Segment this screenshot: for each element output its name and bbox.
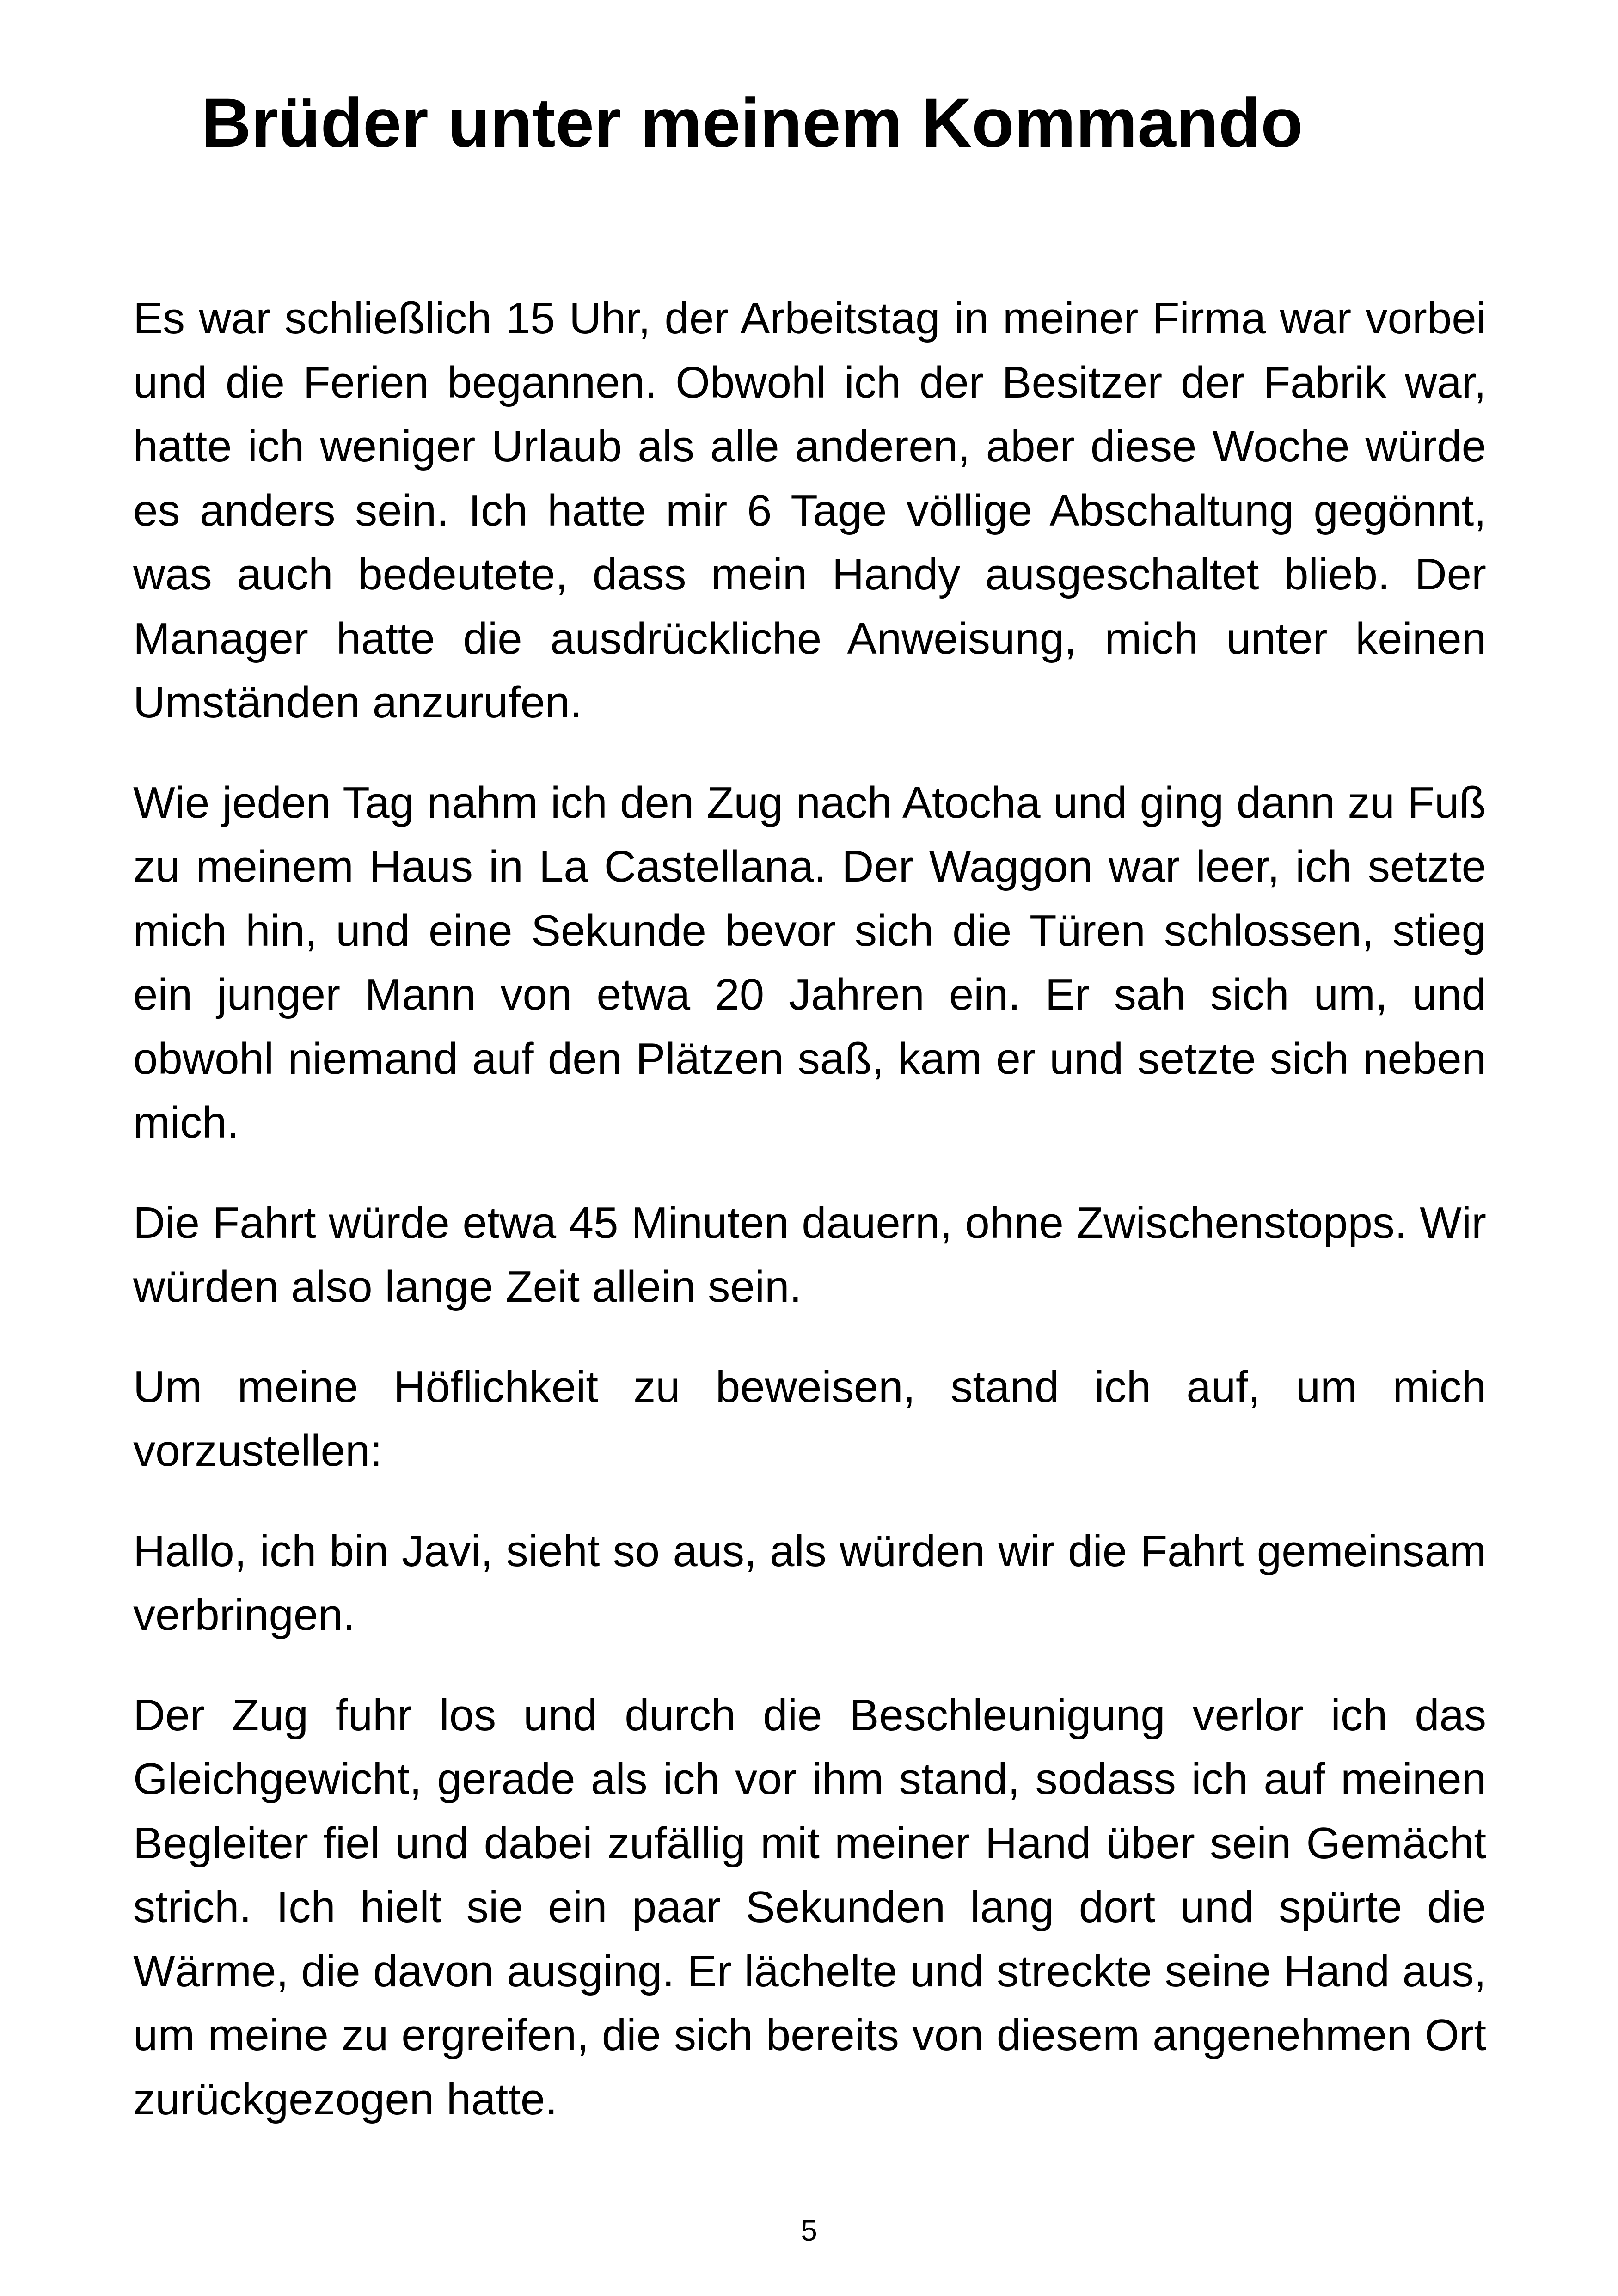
paragraph: Es war schließlich 15 Uhr, der Arbeitstag in meiner Firma war vorbei und die Ferien begannen. Obwohl ich der Besitzer der Fabrik war, hatte ich weniger Urlaub als alle anderen, aber diese Woche würde es anders sein. Ich hatte mir 6 Tage völlige Abschaltung gegönnt, was auch bedeutete, dass mein Handy ausgeschaltet blieb. Der Manager hatte die ausdrückliche Anweisung, mich unter keinen Umständen anzurufen.	[133, 294, 1486, 727]
page-title: Brüder unter meinem Kommando	[201, 84, 1303, 161]
page-number: 5	[801, 2214, 817, 2247]
paragraph: Wie jeden Tag nahm ich den Zug nach Atocha und ging dann zu Fuß zu meinem Haus in La Castellana. Der Waggon war leer, ich setzte mich hin, und eine Sekunde bevor sich die Türen schlossen, stieg ein junger Mann von etwa 20 Jahren ein. Er sah sich um, und obwohl niemand auf den Plätzen saß, kam er und setzte sich neben mich.	[133, 778, 1486, 1147]
paragraph: Um meine Höflichkeit zu beweisen, stand ich auf, um mich vorzustellen:	[133, 1362, 1486, 1476]
paragraph: Der Zug fuhr los und durch die Beschleunigung verlor ich das Gleichgewicht, gerade als ich vor ihm stand, sodass ich auf meinen Begleiter fiel und dabei zufällig mit meiner Hand über sein Gemächt strich. Ich hielt sie ein paar Sekunden lang dort und spürte die Wärme, die davon ausging. Er lächelte und streckte seine Hand aus, um meine zu ergreifen, die sich bereits von diesem angenehmen Ort zurückgezogen hatte.	[133, 1690, 1486, 2124]
paragraph: Hallo, ich bin Javi, sieht so aus, als würden wir die Fahrt gemeinsam verbringen.	[133, 1526, 1486, 1640]
paragraph: Die Fahrt würde etwa 45 Minuten dauern, ohne Zwischenstopps. Wir würden also lange Zeit allein sein.	[133, 1198, 1486, 1311]
body-text	[133, 287, 1486, 2167]
